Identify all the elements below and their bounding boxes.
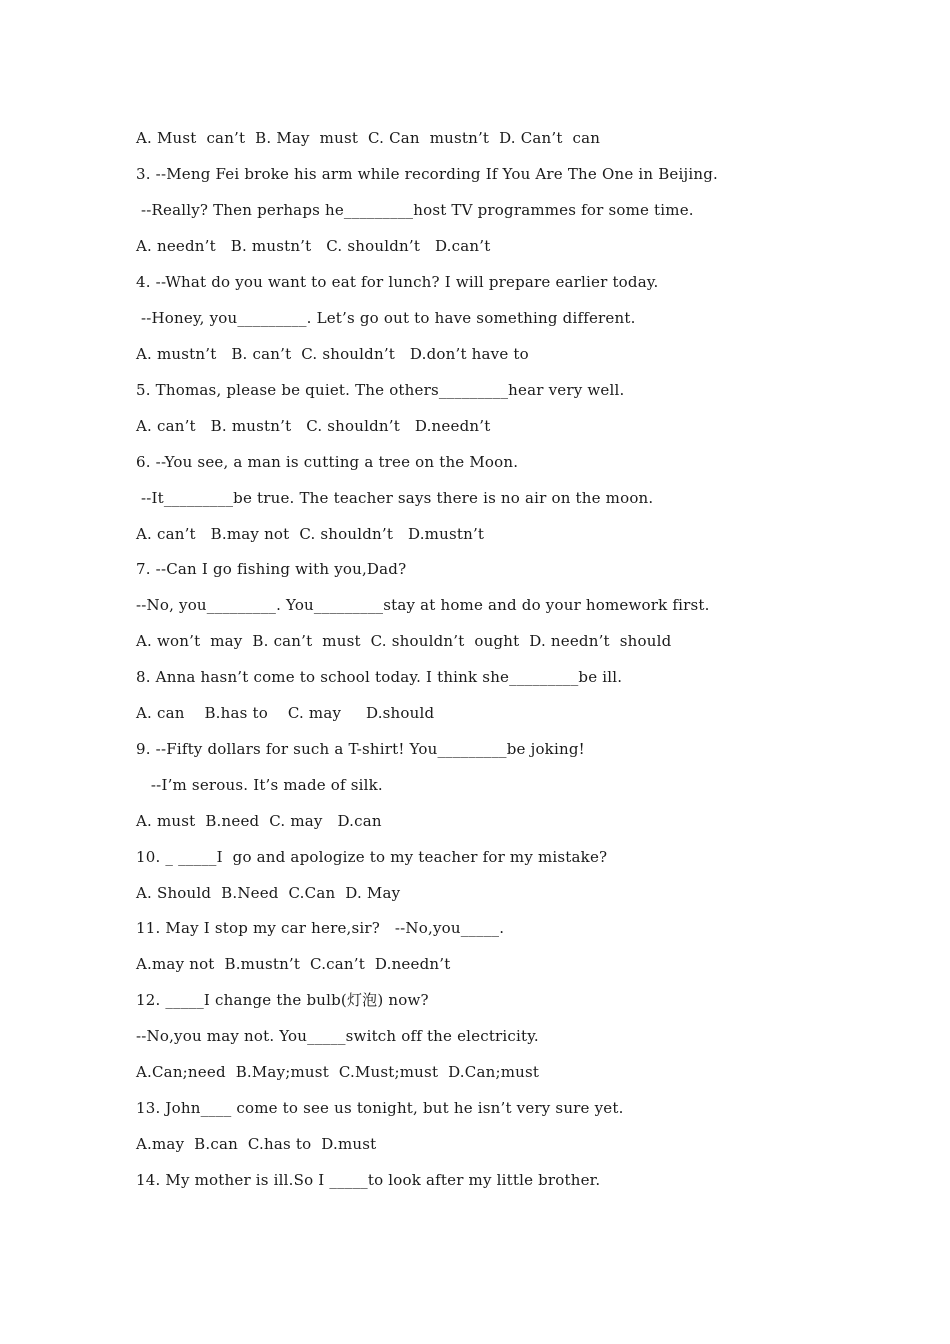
- question-7-response: --No, you_________. You_________stay at home and do your homework first.: [136, 596, 710, 614]
- question-4-response: --Honey, you_________. Let’s go out to have something different.: [136, 309, 636, 327]
- question-8-prompt: 8. Anna hasn’t come to school today. I think she_________be ill.: [136, 668, 623, 686]
- question-12-options: A.Can;need B.May;must C.Must;must D.Can;must: [136, 1063, 540, 1081]
- question-6-prompt: 6. --You see, a man is cutting a tree on the Moon.: [136, 453, 519, 471]
- question-12-response: --No,you may not. You_____switch off the electricity.: [136, 1027, 539, 1045]
- question-10-prompt: 10. _ _____I go and apologize to my teacher for my mistake?: [136, 848, 608, 866]
- question-3-response: --Really? Then perhaps he_________host TV programmes for some time.: [136, 201, 694, 219]
- question-3-prompt: 3. --Meng Fei broke his arm while recording If You Are The One in Beijing.: [136, 165, 718, 183]
- question-11-prompt: 11. May I stop my car here,sir? --No,you_____.: [136, 919, 505, 937]
- question-9-response: --I’m serous. It’s made of silk.: [136, 776, 383, 794]
- question-9-options: A. must B.need C. may D.can: [136, 812, 382, 830]
- question-4-options: A. mustn’t B. can’t C. shouldn’t D.don’t have to: [136, 345, 529, 363]
- question-3-options: A. needn’t B. mustn’t C. shouldn’t D.can’t: [136, 237, 491, 255]
- question-13-options: A.may B.can C.has to D.must: [136, 1135, 377, 1153]
- question-9-prompt: 9. --Fifty dollars for such a T-shirt! You_________be joking!: [136, 740, 585, 758]
- question-14-prompt: 14. My mother is ill.So I _____to look after my little brother.: [136, 1171, 601, 1189]
- question-4-prompt: 4. --What do you want to eat for lunch? I will prepare earlier today.: [136, 273, 659, 291]
- question-13-prompt: 13. John____ come to see us tonight, but he isn’t very sure yet.: [136, 1099, 624, 1117]
- question-11-options: A.may not B.mustn’t C.can’t D.needn’t: [136, 955, 451, 973]
- question-7-prompt: 7. --Can I go fishing with you,Dad?: [136, 560, 407, 578]
- question-5-options: A. can’t B. mustn’t C. shouldn’t D.needn’t: [136, 417, 491, 435]
- question-8-options: A. can B.has to C. may D.should: [136, 704, 435, 722]
- question-6-options: A. can’t B.may not C. shouldn’t D.mustn’t: [136, 525, 485, 543]
- question-6-response: --It_________be true. The teacher says there is no air on the moon.: [136, 489, 654, 507]
- question-7-options: A. won’t may B. can’t must C. shouldn’t ought D. needn’t should: [136, 632, 672, 650]
- question-12-prompt: 12. _____I change the bulb(灯泡) now?: [136, 991, 429, 1009]
- question-10-options: A. Should B.Need C.Can D. May: [136, 884, 401, 902]
- question-5-prompt: 5. Thomas, please be quiet. The others_________hear very well.: [136, 381, 625, 399]
- option-line-q2: A. Must can’t B. May must C. Can mustn’t D. Can’t can: [136, 129, 601, 147]
